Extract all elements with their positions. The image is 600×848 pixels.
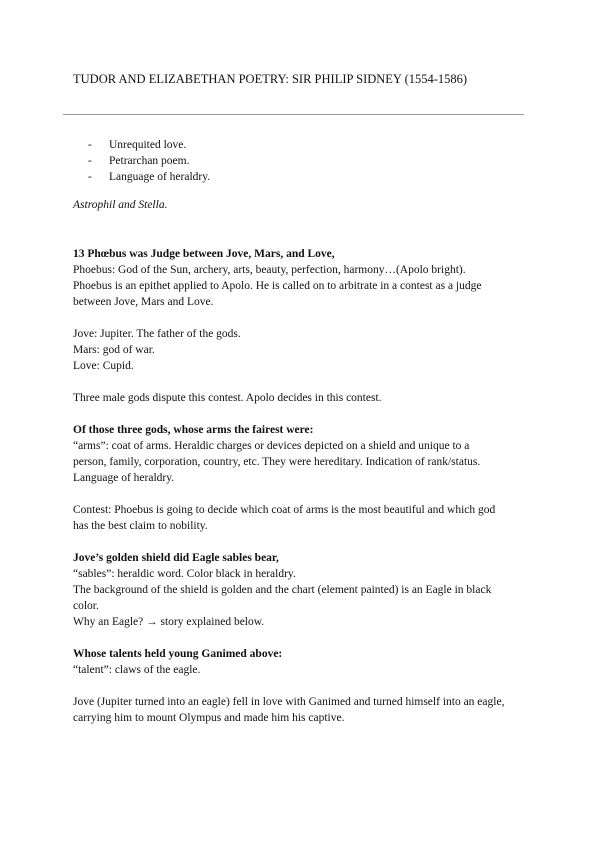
text-line: Phoebus is an epithet applied to Apolo. He is called on to arbitrate in a contest as a judge — [73, 280, 482, 292]
section-heading: Of those three gods, whose arms the fairest were: — [73, 424, 314, 436]
text-line: person, family, corporation, country, etc. They were hereditary. Indication of rank/status. — [73, 456, 481, 468]
list-item — [88, 137, 210, 153]
list-item-text: Petrarchan poem. — [109, 155, 190, 167]
paragraph-gap — [73, 678, 533, 694]
list-item-text: Unrequited love. — [109, 139, 187, 151]
text-line: Love: Cupid. — [73, 360, 134, 372]
bullet-dash: - — [88, 139, 92, 151]
list-item-text: Language of heraldry. — [109, 171, 211, 183]
text-line: Jove: Jupiter. The father of the gods. — [73, 328, 241, 340]
list-item — [88, 153, 210, 169]
bullet-list — [88, 137, 210, 185]
text-line: “sables”: heraldic word. Color black in heraldry. — [73, 568, 296, 580]
text-line: “talent”: claws of the eagle. — [73, 664, 201, 676]
text-line: “arms”: coat of arms. Heraldic charges or devices depicted on a shield and unique to a — [73, 440, 470, 452]
text-line: Jove (Jupiter turned into an eagle) fell in love with Ganimed and turned himself into an eagle, — [73, 696, 505, 708]
paragraph-gap — [73, 534, 533, 550]
text-line: Mars: god of war. — [73, 344, 155, 356]
document-title: TUDOR AND ELIZABETHAN POETRY: SIR PHILIP SIDNEY (1554-1586) — [73, 72, 468, 86]
horizontal-rule — [63, 114, 524, 115]
text-line: Phoebus: God of the Sun, archery, arts, beauty, perfection, harmony…(Apolo bright). — [73, 264, 466, 276]
text-line: Contest: Phoebus is going to decide which coat of arms is the most beautiful and which god — [73, 504, 496, 516]
section-heading: Jove’s golden shield did Eagle sables bear, — [73, 552, 279, 564]
text-line: The background of the shield is golden and the chart (element painted) is an Eagle in black — [73, 584, 492, 596]
paragraph-gap — [73, 486, 533, 502]
text-line: between Jove, Mars and Love. — [73, 296, 214, 308]
text-line: Why an Eagle? → story explained below. — [73, 616, 265, 628]
list-item — [88, 169, 210, 185]
paragraph-gap — [73, 374, 533, 390]
paragraph-gap — [73, 310, 533, 326]
document-body — [73, 246, 533, 726]
bullet-dash: - — [88, 171, 92, 183]
text-line: Language of heraldry. — [73, 472, 175, 484]
paragraph-gap — [73, 630, 533, 646]
section-heading: 13 Phœbus was Judge between Jove, Mars, and Love, — [73, 248, 335, 260]
text-line: has the best claim to nobility. — [73, 520, 208, 532]
text-line: carrying him to mount Olympus and made him his captive. — [73, 712, 345, 724]
paragraph-gap — [73, 406, 533, 422]
section-heading: Whose talents held young Ganimed above: — [73, 648, 283, 660]
bullet-dash: - — [88, 155, 92, 167]
work-title: Astrophil and Stella. — [73, 199, 168, 211]
text-line: Three male gods dispute this contest. Apolo decides in this contest. — [73, 392, 382, 404]
text-line: color. — [73, 600, 99, 612]
